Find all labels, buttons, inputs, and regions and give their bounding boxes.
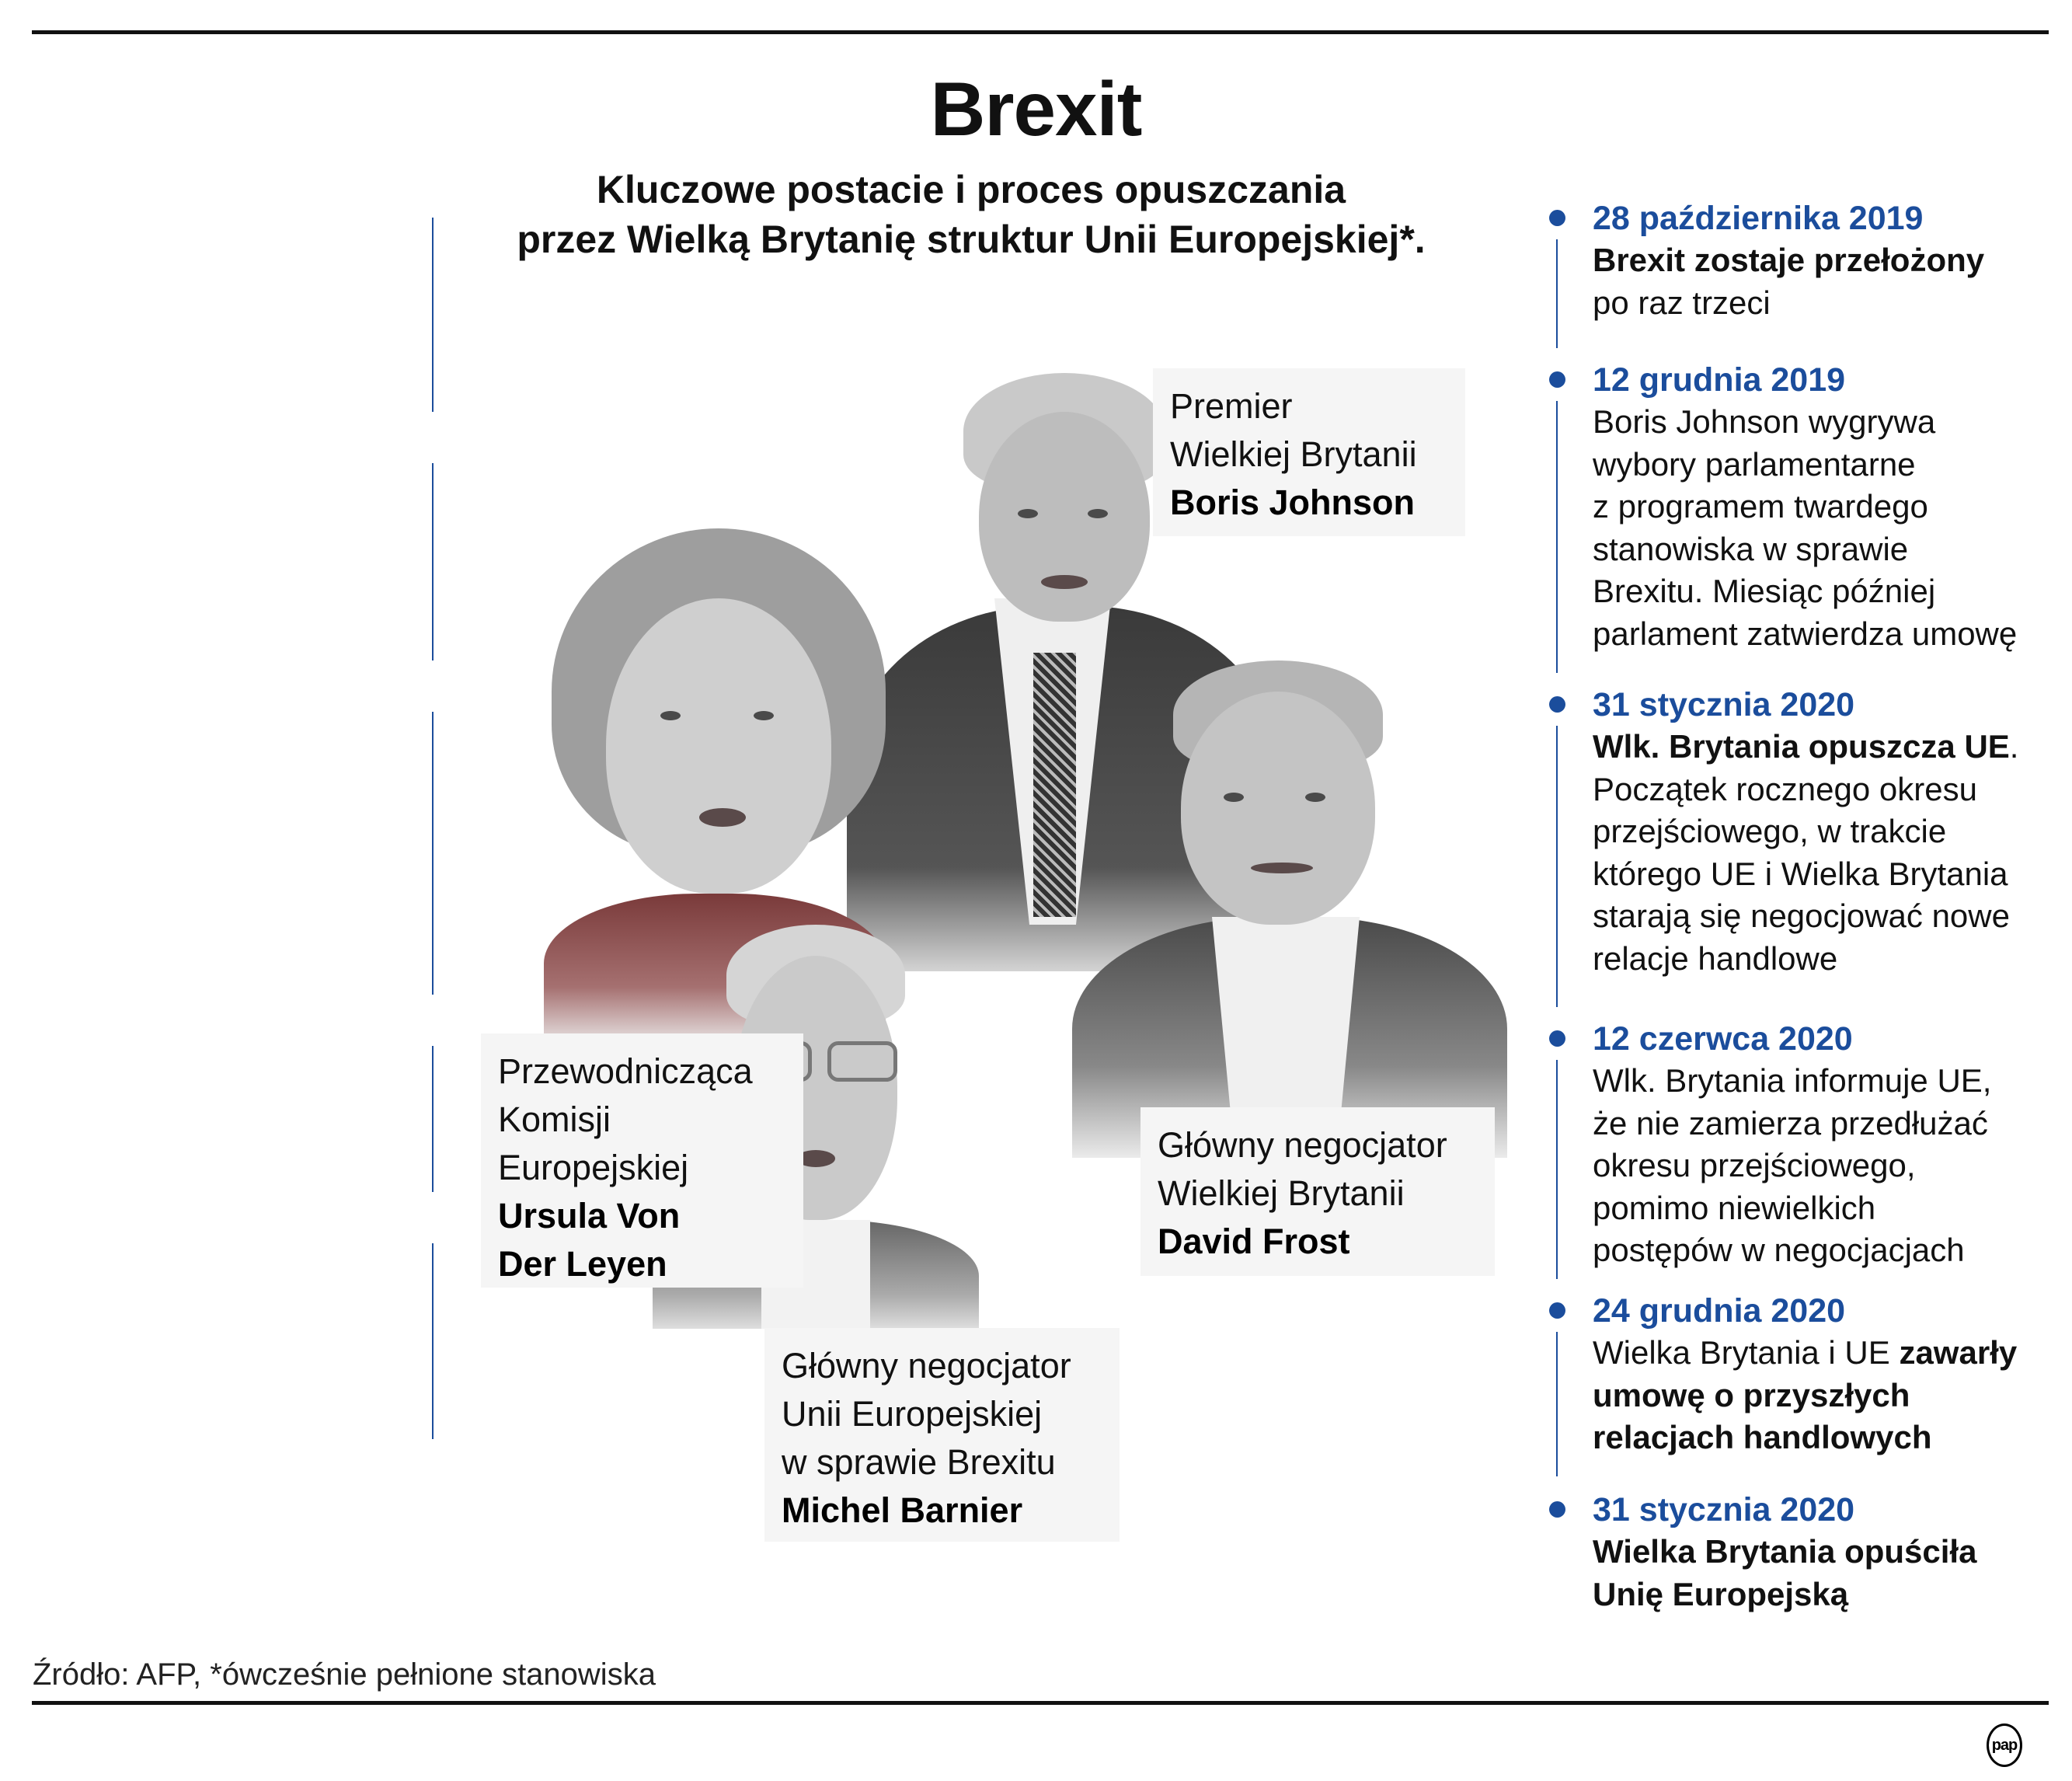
timeline-text-line	[1593, 401, 2017, 444]
timeline-text-line	[1593, 1060, 1991, 1103]
timeline-connector	[432, 1243, 434, 1439]
caption-name: David Frost	[1158, 1222, 1350, 1261]
timeline-text-line	[1593, 938, 2018, 981]
top-rule	[32, 30, 2049, 34]
timeline-connector	[1556, 726, 1558, 1007]
timeline-entry	[1593, 684, 2018, 980]
body-text: Brexitu. Miesiąc później	[1593, 573, 1936, 609]
timeline-text-line	[1593, 282, 1984, 325]
timeline-text-line	[1593, 613, 2017, 656]
timeline-connector	[432, 218, 434, 412]
timeline-text-line	[1593, 1531, 1976, 1574]
body-text: okresu przejściowego,	[1593, 1147, 1916, 1183]
source-note: Źródło: AFP, *ówcześnie pełnione stanowiska	[33, 1657, 656, 1692]
caption-name: Michel Barnier	[782, 1490, 1023, 1530]
emphasis-text: Unię Europejską	[1593, 1575, 1849, 1612]
body-text: Wlk. Brytania informuje UE,	[1593, 1062, 1992, 1099]
caption-role: w sprawie Brexitu	[782, 1442, 1056, 1482]
pap-logo-icon: pap	[1987, 1723, 2022, 1767]
timeline-entry	[1593, 1489, 1976, 1615]
timeline-entry	[1593, 197, 1984, 324]
timeline-dot-icon	[1549, 210, 1565, 226]
body-text: po raz trzeci	[1593, 284, 1771, 321]
timeline-dot-icon	[1549, 1302, 1565, 1319]
body-text: z programem twardego	[1593, 488, 1928, 525]
timeline-dot-icon	[1549, 696, 1565, 713]
timeline-text-line	[1593, 853, 2018, 896]
body-text: Początek rocznego okresu	[1593, 770, 1977, 807]
photo-david-frost	[1072, 660, 1507, 1158]
timeline-date: 31 stycznia 2020	[1593, 686, 1855, 723]
timeline-text-line	[1593, 769, 2018, 811]
body-text: Wielka Brytania i UE	[1593, 1334, 1900, 1371]
timeline-connector	[1556, 1060, 1558, 1279]
timeline-date: 24 grudnia 2020	[1593, 1292, 1846, 1330]
timeline-text-line	[1593, 1145, 1991, 1187]
timeline-text-line	[1593, 570, 2017, 613]
timeline-text-line	[1593, 1375, 2017, 1417]
subtitle-line: Kluczowe postacie i proces opuszczania	[596, 168, 1346, 211]
timeline-connector	[432, 1046, 434, 1192]
emphasis-text: Wlk. Brytania opuszcza UE	[1593, 728, 2010, 765]
caption-boris-johnson	[1153, 368, 1465, 536]
page-title: Brexit	[930, 66, 1142, 152]
body-text: relacje handlowe	[1593, 939, 1838, 977]
body-text: Boris Johnson wygrywa	[1593, 403, 1936, 440]
timeline-dot-icon	[1549, 1501, 1565, 1518]
caption-role: Przewodnicząca	[498, 1051, 753, 1091]
emphasis-text: relacjach handlowych	[1593, 1419, 1932, 1455]
caption-role: Premier	[1170, 386, 1293, 426]
body-text: starają się negocjować nowe	[1593, 897, 2010, 934]
timeline-date: 12 czerwca 2020	[1593, 1020, 1853, 1058]
timeline-text-line	[1593, 1103, 1991, 1145]
caption-role: Komisji	[498, 1100, 611, 1139]
bottom-rule	[32, 1701, 2049, 1705]
timeline-connector	[432, 463, 434, 660]
body-text: stanowiska w sprawie	[1593, 530, 1909, 567]
emphasis-text: Wielka Brytania opuściła	[1593, 1533, 1977, 1570]
caption-role: Główny negocjator	[1158, 1125, 1447, 1165]
caption-michel-barnier	[764, 1328, 1120, 1542]
timeline-connector	[1556, 239, 1558, 348]
timeline-date: 12 grudnia 2019	[1593, 361, 1846, 399]
page-subtitle	[466, 165, 1476, 264]
caption-role: Wielkiej Brytanii	[1158, 1173, 1405, 1213]
timeline-connector	[432, 712, 434, 995]
body-text: postępów w negocjacjach	[1593, 1232, 1965, 1268]
timeline-text-line	[1593, 486, 2017, 528]
timeline-connector	[1556, 401, 1558, 673]
caption-name: Der Leyen	[498, 1244, 667, 1284]
timeline-dot-icon	[1549, 371, 1565, 388]
timeline-connector	[1556, 1332, 1558, 1476]
timeline-text-line	[1593, 726, 2018, 769]
body-text: parlament zatwierdza umowę	[1593, 615, 2018, 652]
timeline-text-line	[1593, 444, 2017, 486]
body-text: wybory parlamentarne	[1593, 445, 1916, 483]
emphasis-text: umowę o przyszłych	[1593, 1376, 1910, 1413]
timeline-date: 31 stycznia 2020	[1593, 1491, 1855, 1528]
caption-david-frost	[1140, 1107, 1495, 1276]
body-text: .	[2009, 728, 2019, 765]
caption-name: Boris Johnson	[1170, 483, 1416, 522]
caption-role: Główny negocjator	[782, 1346, 1071, 1385]
body-text: przejściowego, w trakcie	[1593, 813, 1947, 849]
caption-role: Wielkiej Brytanii	[1170, 434, 1417, 474]
timeline-text-line	[1593, 1229, 1991, 1272]
timeline-dot-icon	[1549, 1030, 1565, 1047]
caption-role: Europejskiej	[498, 1148, 689, 1187]
timeline-date: 28 października 2019	[1593, 200, 1924, 237]
caption-ursula-von-der-leyen	[481, 1033, 803, 1288]
body-text: że nie zamierza przedłużać	[1593, 1104, 1988, 1141]
timeline-text-line	[1593, 1187, 1991, 1230]
body-text: którego UE i Wielka Brytania	[1593, 855, 2008, 892]
timeline-text-line	[1593, 810, 2018, 853]
timeline-text-line	[1593, 1332, 2017, 1375]
emphasis-text: zawarły	[1899, 1334, 2018, 1371]
timeline-entry	[1593, 1290, 2017, 1459]
caption-name: Ursula Von	[498, 1196, 681, 1236]
timeline-text-line	[1593, 1417, 2017, 1459]
body-text: pomimo niewielkich	[1593, 1189, 1876, 1226]
timeline-entry	[1593, 359, 2017, 655]
emphasis-text: Brexit zostaje przełożony	[1593, 242, 1985, 278]
timeline-text-line	[1593, 239, 1984, 282]
timeline-text-line	[1593, 528, 2017, 571]
caption-role: Unii Europejskiej	[782, 1394, 1043, 1434]
timeline-text-line	[1593, 1574, 1976, 1616]
subtitle-line: przez Wielką Brytanię struktur Unii Europejskiej*.	[517, 218, 1426, 261]
timeline-entry	[1593, 1018, 1991, 1272]
timeline-text-line	[1593, 895, 2018, 938]
